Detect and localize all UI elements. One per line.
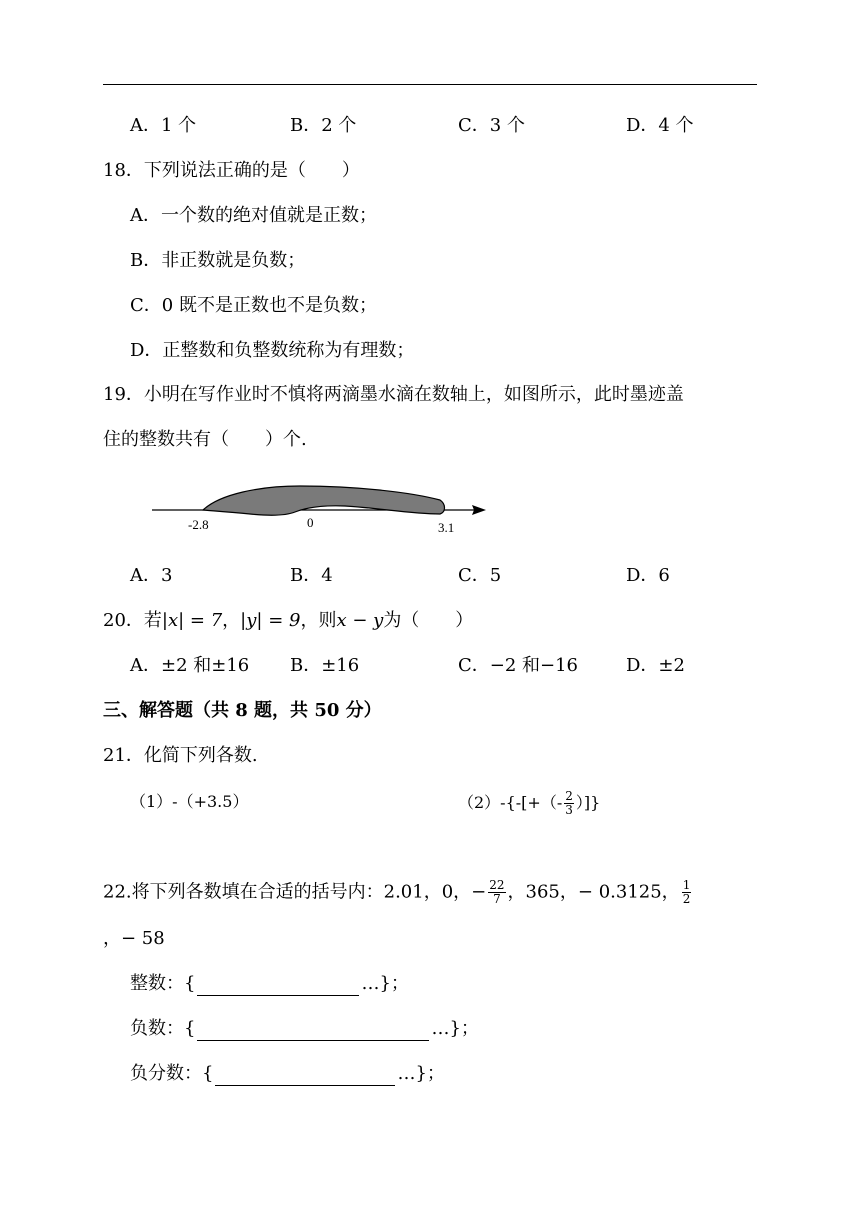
- q22-mid: ，365，− 0.3125，: [507, 881, 680, 903]
- q20-option-c[interactable]: C．−2 和−16: [458, 655, 579, 676]
- q21-part1: （1）-（+3.5）: [130, 792, 249, 811]
- q20-option-d[interactable]: D．±2: [626, 655, 685, 676]
- label-3-1: 3.1: [438, 520, 455, 535]
- q18-option-c[interactable]: C．0 既不是正数也不是负数；: [130, 295, 377, 316]
- q22-integers-row: [130, 972, 409, 996]
- q20-cond-y: |y| = 9: [240, 610, 301, 631]
- number-line-figure: [140, 478, 500, 540]
- neg-fractions-label: 负分数：{: [130, 1063, 214, 1084]
- q20-sep: ，: [222, 610, 241, 631]
- q21-stem: 21．化简下列各数.: [103, 745, 258, 766]
- ink-blot: [203, 486, 445, 515]
- q17-option-b[interactable]: B．2 个: [290, 115, 357, 136]
- q17-option-d[interactable]: D．4 个: [626, 115, 694, 136]
- q18-option-b[interactable]: B．非正数就是负数；: [130, 250, 306, 271]
- q20-cond-x: |x| = 7: [161, 610, 223, 631]
- negatives-ellipsis: …}；: [431, 1018, 479, 1039]
- integers-blank-input[interactable]: [197, 977, 359, 996]
- section-3-title: 三、解答题（共 8 题，共 50 分）: [103, 700, 382, 721]
- q19-option-c[interactable]: C．5: [458, 565, 502, 586]
- header-rule: [103, 84, 757, 85]
- integers-label: 整数：{: [130, 973, 196, 994]
- q21-part2: [458, 790, 600, 817]
- neg-fractions-ellipsis: …}；: [397, 1063, 445, 1084]
- negatives-label: 负数：{: [130, 1018, 196, 1039]
- q20-stem: [103, 609, 473, 633]
- q22-frac1-num: 22: [489, 878, 505, 892]
- q19-stem-line2: 住的整数共有（ ）个.: [103, 429, 307, 450]
- q20-prefix: 20．若: [103, 610, 162, 631]
- arrow-head-icon: [472, 505, 486, 515]
- q18-option-a[interactable]: A．一个数的绝对值就是正数；: [130, 205, 377, 226]
- q20-option-a[interactable]: A．±2 和±16: [130, 655, 250, 676]
- q20-suffix: 为（ ）: [383, 610, 474, 631]
- q21-part2-prefix: （2）-{-[+（-: [458, 793, 563, 812]
- q19-option-b[interactable]: B．4: [290, 565, 333, 586]
- q22-frac2-num: 1: [682, 878, 691, 892]
- q18-stem: 18．下列说法正确的是（ ）: [103, 160, 360, 181]
- q18-option-d[interactable]: D．正整数和负整数统称为有理数；: [130, 340, 415, 361]
- q17-option-c[interactable]: C．3 个: [458, 115, 525, 136]
- q21-frac-num: 2: [565, 789, 573, 803]
- q22-neg-fractions-row: [130, 1062, 445, 1086]
- q20-option-b[interactable]: B．±16: [290, 655, 360, 676]
- negatives-blank-input[interactable]: [197, 1022, 429, 1041]
- q22-stem-line1: [103, 879, 693, 906]
- label-zero: 0: [307, 515, 314, 530]
- q21-part2-suffix: ）]}: [575, 793, 601, 812]
- q22-frac2-den: 2: [682, 892, 691, 906]
- q22-negatives-row: [130, 1017, 479, 1041]
- neg-fractions-blank-input[interactable]: [215, 1067, 395, 1086]
- q22-stem-line2: ，− 58: [103, 928, 165, 949]
- q20-expr: x − y: [336, 610, 384, 631]
- q22-fraction-2: [682, 879, 692, 906]
- integers-ellipsis: …}；: [361, 973, 409, 994]
- q17-option-a[interactable]: A．1 个: [130, 115, 197, 136]
- q22-prefix: 22.将下列各数填在合适的括号内：2.01，0，−: [103, 881, 487, 903]
- q21-fraction: [564, 790, 574, 817]
- q19-option-a[interactable]: A．3: [130, 565, 173, 586]
- q20-mid: ，则: [300, 610, 337, 631]
- q22-frac1-den: 7: [493, 892, 501, 906]
- q19-option-d[interactable]: D．6: [626, 565, 670, 586]
- label-neg-2-8: -2.8: [188, 517, 209, 532]
- q22-fraction-1: [488, 879, 505, 906]
- q19-stem-line1: 19．小明在写作业时不慎将两滴墨水滴在数轴上，如图所示，此时墨迹盖: [103, 384, 684, 405]
- q21-frac-den: 3: [565, 803, 573, 817]
